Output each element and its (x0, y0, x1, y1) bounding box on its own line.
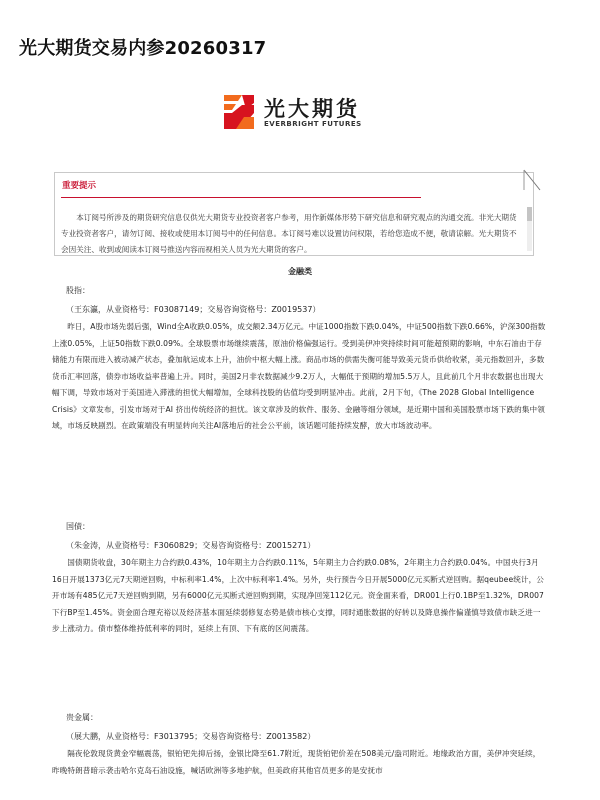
section-title: 金融类 (288, 267, 312, 276)
article-text: 隔夜伦敦现货黄金窄幅震荡，银铂钯先抑后扬，金银比降至61.7附近，现货铂钯价差在508美元/盎司附近。地缘政治方面，美伊冲突延续，昨晚特朗普暗示袭击哈尔克岛石油设施，喊话欧洲等多地护航，但美政府其他官员更多的是安抚市 (52, 749, 541, 775)
article-analyst: （朱金涛，从业资格号：F3060829；交易咨询资格号：Z0015271） (66, 541, 316, 550)
important-notice-box (54, 172, 534, 256)
notice-heading: 重要提示 (62, 181, 97, 191)
article-text: 昨日，A股市场先弱后强，Wind全A收跌0.05%，成交额2.34万亿元。中证1000指数下跌0.04%，中证500指数下跌0.66%，沪深300指数上涨0.05%，上证50指数下跌0.09%。全球股票市场继续震荡，原油价格偏强运行。受到美伊冲突持续时间可能超预期的影响，中东石油由于存储能力有限而进入被动减产状态，叠加航运成本上升，油价中枢大幅上涨。商品市场的供需失衡可能导致美元货币供给收紧，美元指数回升，多数货币汇率回落，债券市场收益率普遍上升。同时，美国2月非农数据减少9.2万人，大幅低于预期的增加5.5万人，且此前几个月非农数据也出现大幅下调，导致市场对于美国进入滞涨的担忧大幅增加，全球科技股的估值均受到明显冲击。此前，2月下旬，《The 2028 Global Intelligence Crisis》文章发布，引发市场对于AI 挤出传统经济的担忧。该文章涉及的软件、服务、金融等细分领域，是近期中国和美国股票市场下跌的集中领域，市场反映剧烈。在政策端没有明显转向关注AI落地后的社会公平前，该话题可能持续发酵，放大市场波动率。 (52, 322, 546, 430)
article-block (52, 284, 546, 435)
notice-divider (61, 197, 421, 198)
resize-corner-icon (523, 169, 541, 191)
notice-scrollbar[interactable] (527, 207, 532, 251)
article-category: 贵金属： (66, 713, 98, 722)
article-analyst: （展大鹏，从业资格号：F3013795；交易咨询资格号：Z0013582） (66, 732, 316, 741)
article-text: 国债期货收盘，30年期主力合约跌0.43%，10年期主力合约跌0.11%，5年期主力合约跌0.08%，2年期主力合约跌0.04%。中国央行3月16日开展1373亿元7天期逆回购，中标利率1.4%，上次中标利率1.4%。另外，央行预告今日开展5000亿元买断式逆回购。据qeubee统计，公开市场有485亿元7天逆回购到期，另有6000亿元买断式逆回购到期，实现净回笼112亿元。资金面来看，DR001上行0.1BP至1.32%，DR007下行BP至1.45%。资金面合理充裕以及经济基本面延续弱修复态势是债市核心支撑，同时通胀数据的好转以及降息操作偏谨慎导致债市缺乏进一步上涨动力。债市整体维持低利率的同时，延续上有顶、下有底的区间震荡。 (52, 558, 544, 633)
everbright-logo-icon (222, 93, 256, 131)
notice-scrollbar-thumb[interactable] (527, 207, 532, 221)
logo-name-cn: 光大期货 (264, 97, 360, 121)
article-block (52, 711, 546, 779)
logo-name-en: EVERBRIGHT FUTURES (264, 120, 362, 128)
article-analyst: （王东瀛，从业资格号：F03087149；交易咨询资格号：Z0019537） (66, 305, 321, 314)
notice-body: 本订阅号所涉及的期货研究信息仅供光大期货专业投资者客户参考，用作新媒体形势下研究信息和研究观点的沟通交流。非光大期货专业投资者客户，请勿订阅、接收或使用本订阅号中的任何信息。本订阅号难以设置访问权限，若给您造成不便，敬请谅解。光大期货不会因关注、收到或阅读本订阅号推送内容而视相关人员为光大期货的客户。 (61, 213, 517, 254)
page-title: 光大期货交易内参20260317 (19, 38, 267, 59)
everbright-logo (222, 93, 382, 137)
article-category: 股指： (66, 286, 90, 295)
article-block (52, 520, 546, 638)
article-category: 国债： (66, 522, 90, 531)
